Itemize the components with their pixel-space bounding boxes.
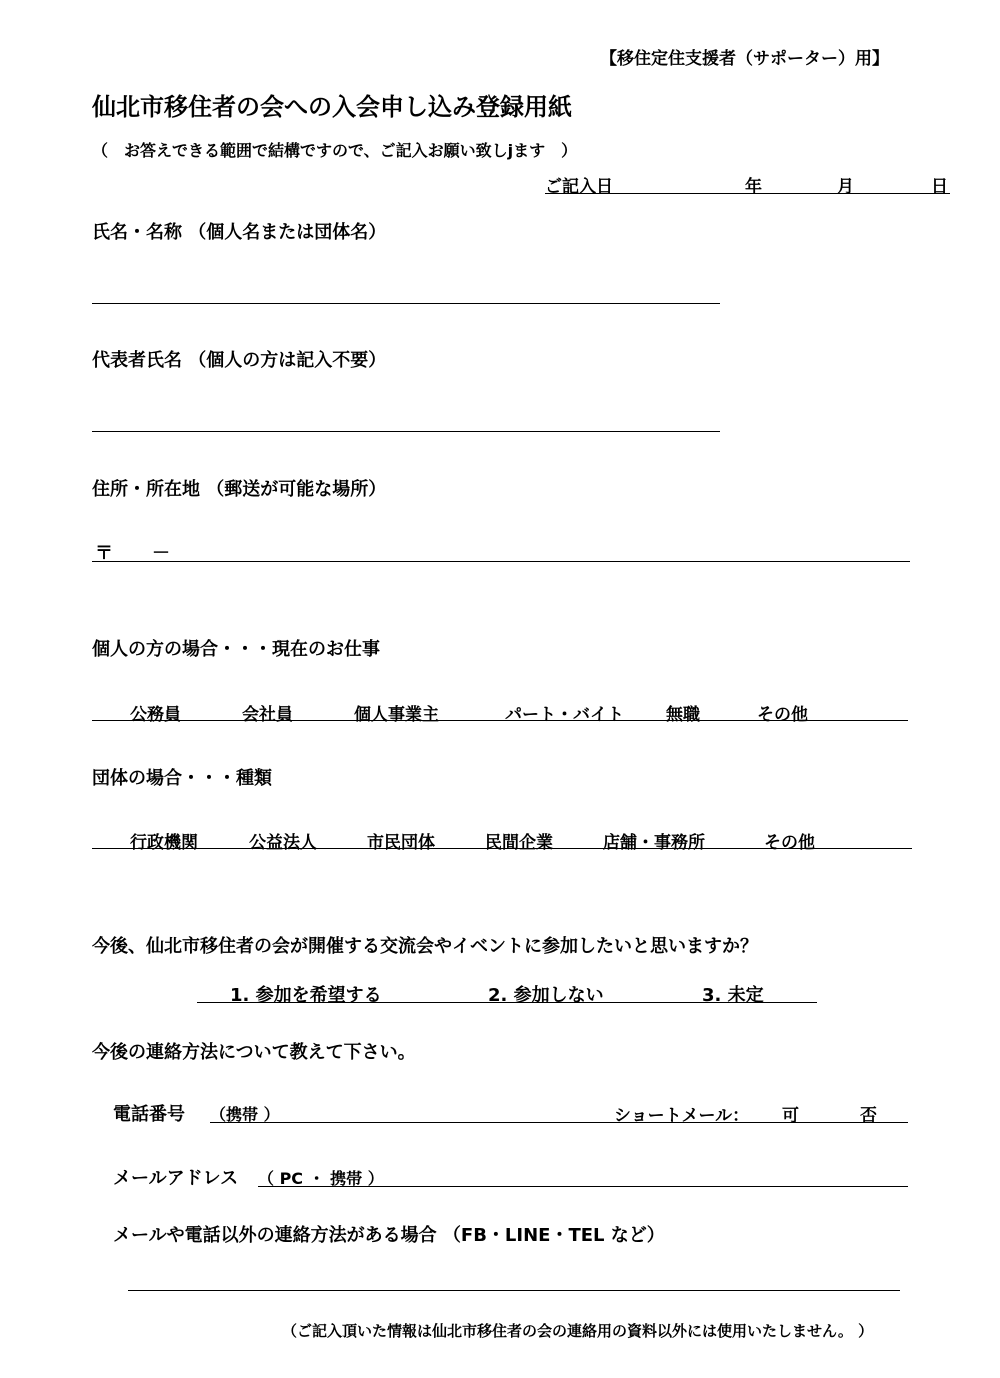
email-field[interactable] <box>258 1186 908 1187</box>
date-row <box>545 172 948 197</box>
date-day-label: 日 <box>931 177 948 197</box>
form-note: （ お答えできる範囲で結構ですので、ご記入お願い致しjます ） <box>92 141 578 160</box>
date-underline <box>545 193 950 194</box>
org-type-label: 団体の場合・・・種類 <box>92 768 272 789</box>
org-type-option[interactable]: 公益法人 <box>249 833 317 853</box>
other-contact-label: メールや電話以外の連絡方法がある場合 （FB・LINE・TEL など） <box>113 1225 665 1246</box>
occupation-option[interactable]: その他 <box>757 705 808 725</box>
occupation-option[interactable]: 会社員 <box>242 705 293 725</box>
privacy-note: （ご記入頂いた情報は仙北市移住者の会の連絡用の資料以外には使用いたしません。 ） <box>282 1322 874 1340</box>
org-type-option[interactable]: 店舗・事務所 <box>603 833 705 853</box>
event-option[interactable]: 1. 参加を希望する <box>230 985 382 1006</box>
occupation-option[interactable]: 個人事業主 <box>354 705 439 725</box>
phone-field[interactable] <box>210 1122 908 1123</box>
address-field[interactable] <box>92 561 910 562</box>
contact-label: 今後の連絡方法について教えて下さい。 <box>92 1042 416 1063</box>
org-type-option[interactable]: 民間企業 <box>485 833 553 853</box>
phone-note: （携帯 ） <box>210 1105 280 1124</box>
postal-mark: 〒 <box>95 543 113 564</box>
org-type-option[interactable]: 行政機関 <box>130 833 198 853</box>
sms-no-option[interactable]: 否 <box>860 1106 877 1126</box>
email-note: （ PC ・ 携帯 ） <box>258 1169 384 1188</box>
sms-label: ショートメール： <box>614 1106 750 1126</box>
event-option[interactable]: 2. 参加しない <box>488 985 604 1006</box>
address-label: 住所・所在地 （郵送が可能な場所） <box>92 479 387 500</box>
occupation-option[interactable]: 無職 <box>666 705 700 725</box>
date-month-label: 月 <box>837 177 854 197</box>
event-question: 今後、仙北市移住者の会が開催する交流会やイベントに参加したいと思いますか？ <box>92 936 758 957</box>
org-type-option[interactable]: その他 <box>764 833 815 853</box>
occupation-option[interactable]: パート・バイト <box>505 705 624 725</box>
representative-label: 代表者氏名 （個人の方は記入不要） <box>92 350 387 371</box>
date-label: ご記入日 <box>545 177 613 197</box>
phone-label: 電話番号 <box>113 1104 185 1125</box>
occupation-underline <box>92 720 908 721</box>
other-contact-field[interactable] <box>128 1290 900 1291</box>
event-underline <box>197 1002 817 1003</box>
representative-field[interactable] <box>92 431 720 432</box>
postal-dash: － <box>152 543 170 564</box>
date-year-label: 年 <box>745 177 762 197</box>
form-title: 仙北市移住者の会への入会申し込み登録用紙 <box>92 93 572 121</box>
occupation-label: 個人の方の場合・・・現在のお仕事 <box>92 639 380 660</box>
name-field[interactable] <box>92 303 720 304</box>
org-type-underline <box>92 848 912 849</box>
occupation-option[interactable]: 公務員 <box>130 705 181 725</box>
sms-yes-option[interactable]: 可 <box>782 1106 799 1126</box>
email-label: メールアドレス <box>113 1168 239 1189</box>
audience-tag: 【移住定住支援者（サポーター）用】 <box>600 49 889 69</box>
org-type-option[interactable]: 市民団体 <box>367 833 435 853</box>
event-option[interactable]: 3. 未定 <box>702 985 764 1006</box>
name-label: 氏名・名称 （個人名または団体名） <box>92 222 387 243</box>
